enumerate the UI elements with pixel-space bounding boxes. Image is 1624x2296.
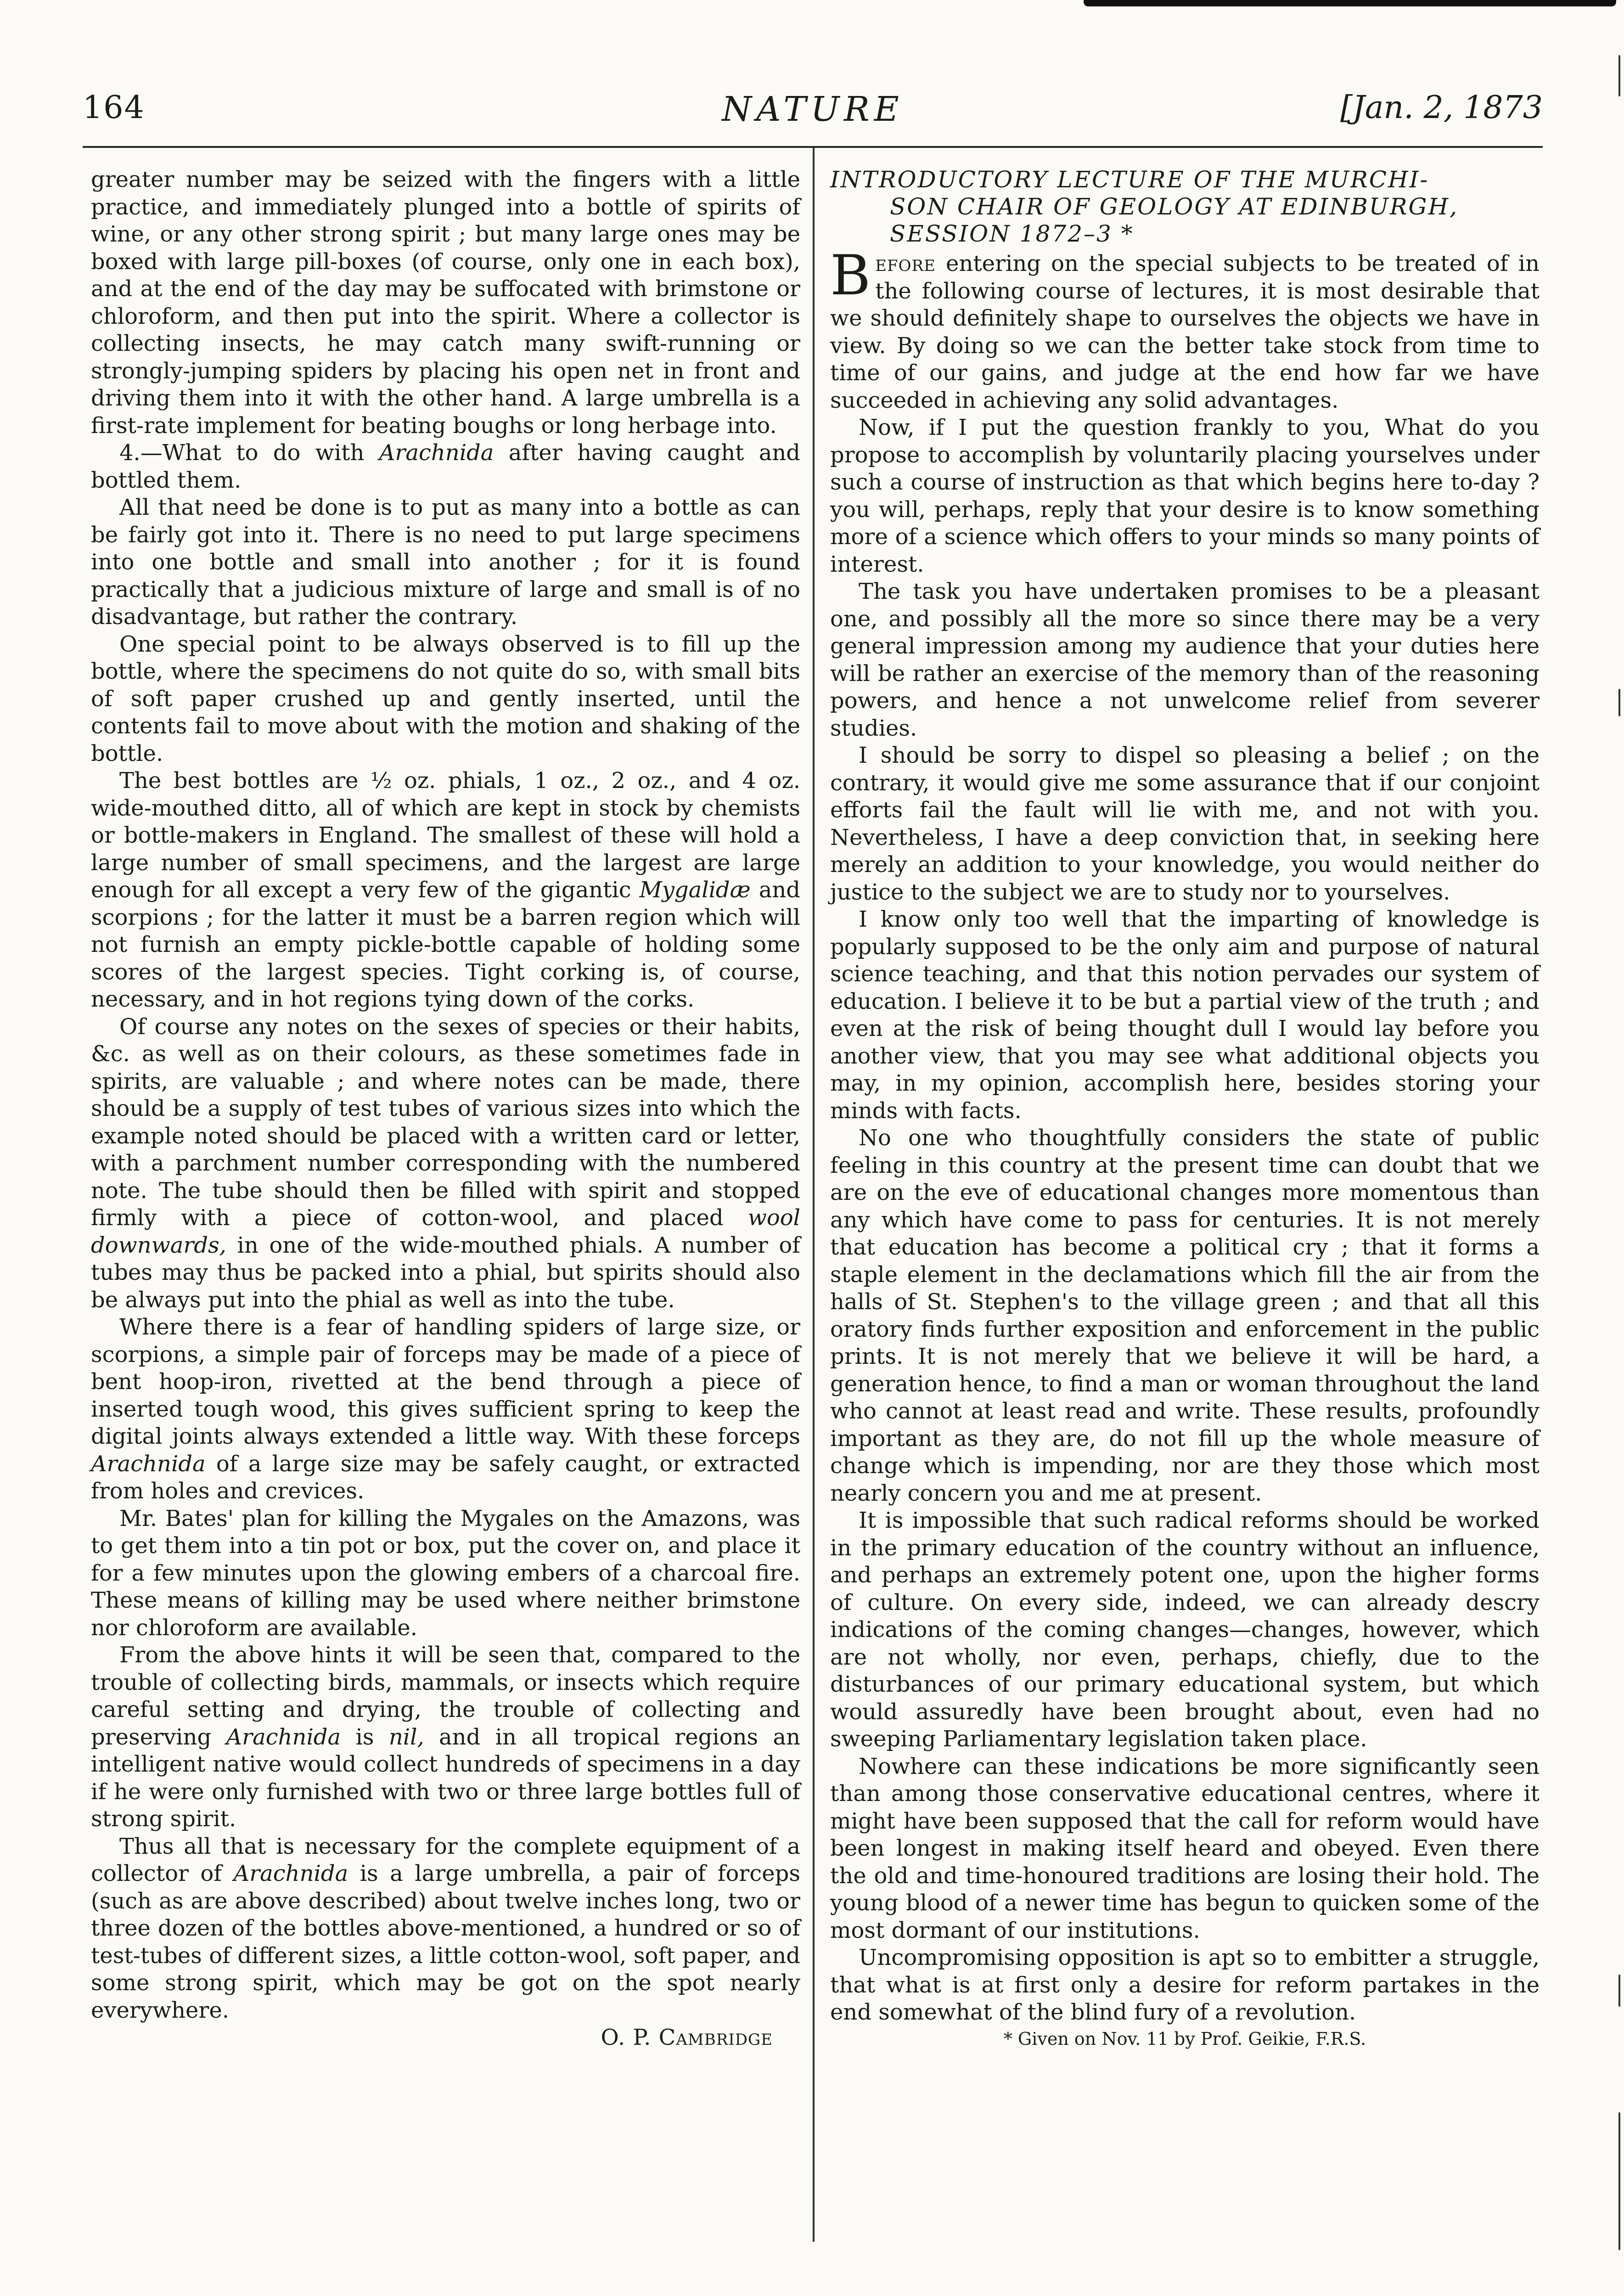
paragraph: Of course any notes on the sexes of species or their habits, &c. as well as on their colours, as these sometimes fade in spirits, are valuable ; and where notes can be made, there should be a supply of test tubes of various sizes into which the example noted should be placed with a written card or letter, with a parchment number corresponding with the numbered note. The tube should then be filled with spirit and stopped firmly with a piece of cotton-wool, and placed wool downwards, in one of the wide-mouthed phials. A number of tubes may thus be packed into a phial, but spirits should also be always put into the phial as well as into the tube.: [91, 1013, 801, 1313]
page-top-edge-bar: [1084, 0, 1616, 6]
paragraph: No one who thoughtfully considers the state of public feeling in this country at the present time can doubt that we are on the eve of educational changes more momentous than any which have come to pass for centuries. It is not merely that education has become a political cry ; that it forms a staple element in the declamations which fill the air from the halls of St. Stephen's to the village green ; and that all this oratory finds further exposition and enforcement in the public prints. It is not merely that we believe it will be hard, a generation hence, to find a man or woman throughout the land who cannot at least read and write. These results, profoundly important as they are, do not fill up the whole measure of change which is impending, nor are they those which most nearly concern you and me at present.: [830, 1125, 1540, 1506]
paragraph: The task you have undertaken promises to be a pleasant one, and possibly all the more so since there may be a very general impression among my audience that your duties here will be rather an exercise of the memory than of the reasoning powers, and hence a not unwelcome relief from severer studies.: [830, 579, 1540, 741]
page-number: 164: [83, 90, 145, 126]
right-column: [830, 166, 1540, 2050]
issue-date: [Jan. 2, 1873: [1340, 90, 1543, 126]
paragraph: It is impossible that such radical reforms should be worked in the primary education of the country without an influence, and perhaps an extremely potent one, upon the higher forms of culture. On every side, indeed, we can already descry indications of the coming changes—changes, however, which are not wholly, nor even, perhaps, chiefly, due to the disturbances of our primary educational system, but which would assuredly have been brought about, even had no sweeping Parliamentary legislation taken place.: [830, 1508, 1540, 1752]
journal-title: NATURE: [722, 90, 904, 129]
paragraph: Before entering on the special subjects to be treated of in the following course of lectures, it is most desirable that we should definitely shape to ourselves the objects we have in view. By doing so we can the better take stock from time to time of our gains, and judge at the end how far we have succeeded in achieving any solid advantages.: [830, 244, 1540, 413]
paragraph: All that need be done is to put as many into a bottle as can be fairly got into it. There is no need to put large specimens into one bottle and small into another ; for it is found practically that a judicious mixture of large and small is of no disadvantage, but rather the contrary.: [91, 495, 800, 630]
paragraph: I should be sorry to dispel so pleasing a belief ; on the contrary, it would give me some assurance that if our conjoint efforts fail the fault will lie with me, and not with you. Nevertheless, I have a deep conviction that, in seeking here merely an addition to your knowledge, you would neither do justice to the subject we are to study nor to yourselves.: [830, 743, 1540, 905]
title-line: SESSION 1872–3 *: [890, 220, 1134, 247]
author-signature: O. P. Cambridge: [601, 2025, 773, 2050]
paragraph: From the above hints it will be seen that, compared to the trouble of collecting birds, mammals, or insects which require careful setting and drying, the trouble of collecting and preserving Arachnida is nil, and in all tropical regions an intelligent native would collect hundreds of specimens in a day if he were only furnished with two or three large bottles full of strong spirit.: [91, 1642, 801, 1832]
paragraph: greater number may be seized with the fingers with a little practice, and immediately plunged into a bottle of spirits of wine, or any other strong spirit ; but many large ones may be boxed with large pill-boxes (of course, only one in each box), and at the end of the day may be suffocated with brimstone or chloroform, and then put into the spirit. Where a collector is collecting insects, he may catch many swift-running or strongly-jumping spiders by placing his open net in front and driving them into it with the other hand. A large umbrella is a first-rate implement for beating boughs or long herbage into.: [91, 167, 800, 439]
page-right-edge-marks: [1602, 0, 1620, 2296]
column-divider: [813, 148, 815, 2242]
article-title: [830, 166, 1540, 248]
paragraph: Now, if I put the question frankly to you, What do you propose to accomplish by voluntarily placing yourselves under such a course of instruction as that which begins here to-day ? you will, perhaps, reply that your desire is to know something more of a science which offers to your minds so many points of interest.: [830, 415, 1540, 577]
paragraph: The best bottles are ½ oz. phials, 1 oz., 2 oz., and 4 oz. wide-mouthed ditto, all of which are kept in stock by chemists or bottle-makers in England. The smallest of these will hold a large number of small specimens, and the largest are large enough for all except a very few of the gigantic Mygalidæ and scorpions ; for the latter it must be a barren region which will not furnish an empty pickle-bottle capable of holding some scores of the largest species. Tight corking is, of course, necessary, and in hot regions tying down of the corks.: [91, 768, 800, 1012]
paragraph: Mr. Bates' plan for killing the Mygales on the Amazons, was to get them into a tin pot or box, put the cover on, and place it for a few minutes upon the glowing embers of a charcoal fire. These means of killing may be used where neither brimstone nor chloroform are available.: [91, 1505, 800, 1641]
paragraph: Where there is a fear of handling spiders of large size, or scorpions, a simple pair of forceps may be made of a piece of bent hoop-iron, rivetted at the bend through a piece of inserted tough wood, this gives sufficient spring to keep the digital joints always extended a little way. With these forceps Arachnida of a large size may be safely caught, or extracted from holes and crevices.: [91, 1314, 800, 1504]
title-line: SON CHAIR OF GEOLOGY AT EDINBURGH,: [890, 193, 1458, 220]
paragraph: Nowhere can these indications be more significantly seen than among those conservative educational centres, where it might have been supposed that the call for reform would have been longest in making itself heard and obeyed. Even there the old and time-honoured traditions are losing their hold. The young blood of a newer time has begun to quicken some of the most dormant of our institutions.: [830, 1753, 1540, 1943]
footnote: * Given on Nov. 11 by Prof. Geikie, F.R.S.: [1003, 2028, 1366, 2049]
title-line: INTRODUCTORY LECTURE OF THE MURCHI-: [830, 166, 1429, 193]
paragraph: Uncompromising opposition is apt so to embitter a struggle, that what is at first only a desire for reform partakes in the end somewhat of the blind fury of a revolution.: [830, 1945, 1540, 2025]
paragraph: I know only too well that the imparting of knowledge is popularly supposed to be the only aim and purpose of natural science teaching, and that this notion pervades our system of education. I believe it to be but a partial view of the truth ; and even at the risk of being thought dull I would lay before you another view, that you may see what additional objects you may, in my opinion, accomplish here, besides storing your minds with facts.: [830, 906, 1540, 1124]
paragraph: One special point to be always observed is to fill up the bottle, where the specimens do not quite do so, with small bits of soft paper crushed up and gently inserted, until the contents fail to move about with the motion and shaking of the bottle.: [91, 631, 800, 766]
paragraph: Thus all that is necessary for the complete equipment of a collector of Arachnida is a large umbrella, a pair of forceps (such as are above described) about twelve inches long, two or three dozen of the bottles above-mentioned, a hundred or so of test-tubes of different sizes, a little cotton-wool, soft paper, and some strong spirit, which may be got on the spot nearly everywhere.: [91, 1833, 801, 2023]
left-column: [91, 166, 800, 2052]
section-heading: 4.—What to do with Arachnida after having caught and bottled them.: [91, 440, 800, 493]
running-header: [83, 85, 1543, 140]
drop-cap: B: [830, 244, 871, 308]
